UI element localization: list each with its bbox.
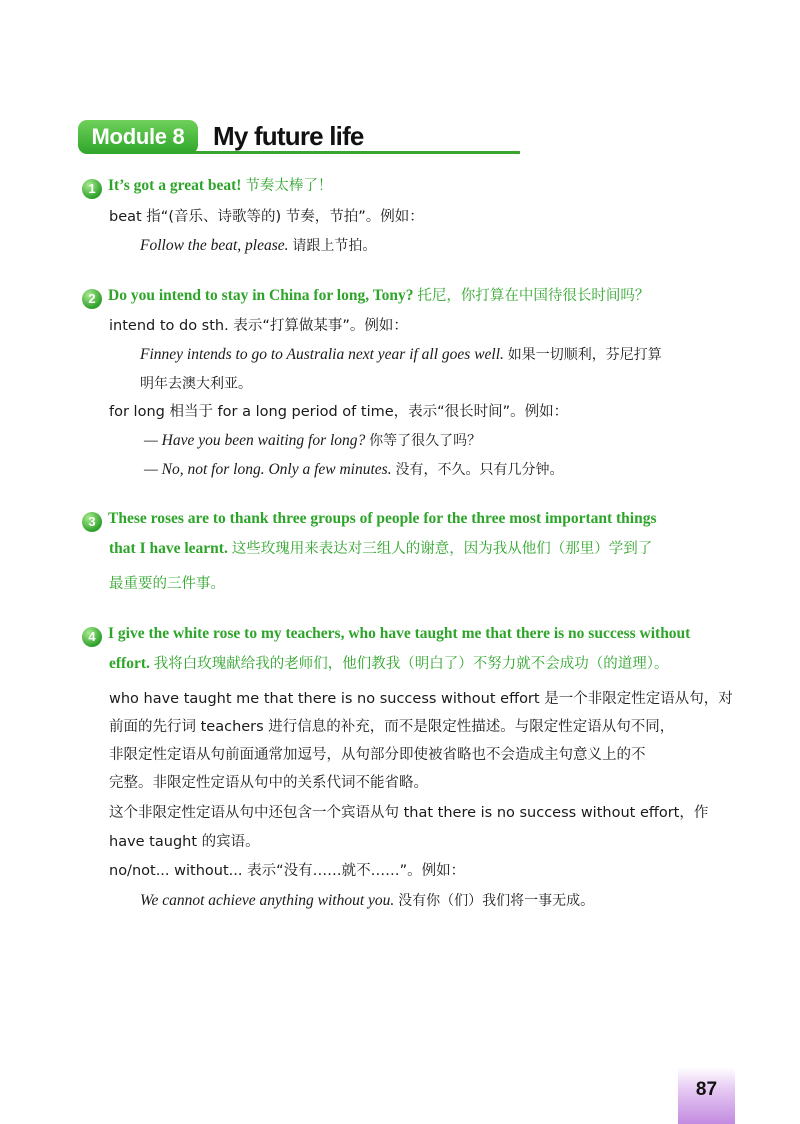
example-chinese: 没有你（们）我们将一事无成。 <box>398 893 595 909</box>
item-2-explanation-2: for long 相当于 for a long period of time，表示“很长时间”。例如： <box>109 404 569 420</box>
item-1-explanation: beat 指“(音乐、诗歌等的) 节奏，节拍”。例如： <box>109 209 424 225</box>
example-chinese: 你等了很久了吗？ <box>369 433 482 449</box>
page-number: 87 <box>695 1079 718 1100</box>
example-chinese: 如果一切顺利，芬尼打算 <box>507 347 662 363</box>
item-2-english: Do you intend to stay in China for long, Tony? <box>108 287 414 304</box>
item-3-heading <box>82 505 734 533</box>
item-3-chinese-1: 这些玫瑰用来表达对三组人的谢意，因为我从他们（那里）学到了 <box>231 541 653 557</box>
item-3-heading-cont <box>109 535 734 563</box>
item-2-example-1-cont: 明年去澳大利亚。 <box>140 376 252 392</box>
example-chinese: 请跟上节拍。 <box>292 238 377 254</box>
example-english: We cannot achieve anything without you. <box>140 892 395 909</box>
item-1-english: It’s got a great beat! <box>108 177 242 194</box>
item-3-english-1: These roses are to thank three groups of people for the three most important things <box>108 510 657 527</box>
item-4-body-1: who have taught me that there is no success without effort 是一个非限定性定语从句，对 <box>109 691 733 707</box>
item-4-body-3: 非限定性定语从句前面通常加逗号，从句部分即使被省略也不会造成主句意义上的不 <box>109 747 646 763</box>
example-chinese: 没有，不久。只有几分钟。 <box>395 462 564 478</box>
item-1-number: 1 <box>82 179 102 199</box>
item-2-heading <box>82 282 734 310</box>
item-4-number: 4 <box>82 627 102 647</box>
item-3-chinese-2: 最重要的三件事。 <box>109 576 225 592</box>
item-4-body-6: have taught 的宾语。 <box>109 834 260 850</box>
item-2-number: 2 <box>82 289 102 309</box>
module-header <box>78 120 520 156</box>
item-3-number: 3 <box>82 512 102 532</box>
item-4-example <box>140 887 735 915</box>
item-1-example <box>140 232 735 260</box>
example-english: — Have you been waiting for long? <box>144 432 366 449</box>
item-4-body-2: 前面的先行词 teachers 进行信息的补充，而不是限定性描述。与限定性定语从句不同， <box>109 719 675 735</box>
item-1-chinese: 节奏太棒了！ <box>245 178 333 194</box>
page-number-tab <box>678 1067 735 1124</box>
item-2-example-1 <box>140 341 735 369</box>
page-title: My future life <box>213 121 364 151</box>
item-2-dialogue-1 <box>144 427 739 455</box>
item-4-english-1: I give the white rose to my teachers, who have taught me that there is no success without <box>108 625 691 642</box>
item-4-body-4: 完整。非限定性定语从句中的关系代词不能省略。 <box>109 775 428 791</box>
item-4-heading-cont <box>109 650 734 678</box>
module-label: Module 8 <box>78 120 198 154</box>
item-4-english-2: effort. <box>109 655 150 672</box>
item-4-body-5: 这个非限定性定语从句中还包含一个宾语从句 that there is no success without effort，作 <box>109 805 709 821</box>
item-2-explanation-1: intend to do sth. 表示“打算做某事”。例如： <box>109 318 408 334</box>
item-2-dialogue-2 <box>144 456 739 484</box>
item-3-english-2: that I have learnt. <box>109 540 228 557</box>
example-english: — No, not for long. Only a few minutes. <box>144 461 392 478</box>
example-english: Finney intends to go to Australia next year if all goes well. <box>140 346 504 363</box>
item-1-heading <box>82 172 734 200</box>
item-4-chinese: 我将白玫瑰献给我的老师们，他们教我（明白了）不努力就不会成功（的道理）。 <box>153 656 669 672</box>
item-2-chinese: 托尼，你打算在中国待很长时间吗？ <box>417 288 650 304</box>
item-4-body-7: no/not... without... 表示“没有……就不……”。例如： <box>109 863 466 879</box>
example-english: Follow the beat, please. <box>140 237 289 254</box>
item-4-heading <box>82 620 734 648</box>
